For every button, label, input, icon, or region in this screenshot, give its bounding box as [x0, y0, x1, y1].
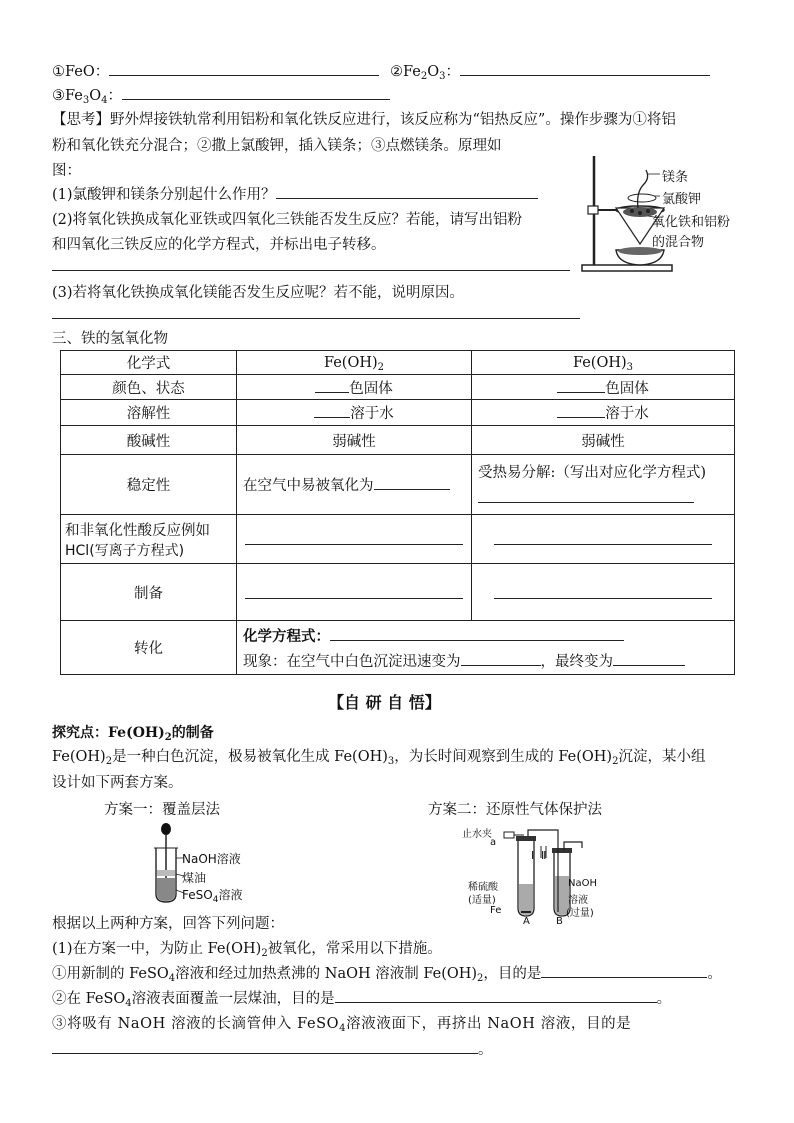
question-2a: (2)将氧化铁换成氧化亚铁或四氧化三铁能否发生反应？若能，请写出铝粉 [52, 212, 523, 228]
fig2-label-naoh: NaOH [568, 878, 597, 889]
fig2-label-h2so4: 稀硫酸 [468, 882, 498, 893]
question-2b: 和四氧化三铁反应的化学方程式，并标出电子转移。 [52, 237, 386, 253]
sol-oh2-field[interactable] [314, 403, 350, 418]
fig1-label-naoh: NaOH溶液 [182, 852, 241, 866]
fig2-label-tube-a: A [523, 916, 530, 927]
cell-stab-oh2: 在空气中易被氧化为 [237, 455, 472, 515]
cell-acid-oh2: 弱碱性 [237, 426, 472, 455]
fe2o3-label: $②Fe_2O_3$： [390, 64, 460, 82]
intro-line-2: 设计如下两套方案。 [52, 775, 183, 791]
fig-label-mixture-2: 的混合物 [652, 235, 705, 250]
feo-answer-field[interactable] [109, 61, 379, 76]
question-1: (1)氯酸钾和镁条分别起什么作用？ [52, 183, 538, 204]
fe3o4-answer-field[interactable] [122, 85, 390, 100]
fig2-label-moderate: (适量) [468, 895, 496, 906]
cell-prep-oh2 [237, 564, 472, 621]
sol-oh3-field[interactable] [557, 403, 605, 418]
prep-oh2-field[interactable] [245, 597, 463, 599]
table-row [61, 375, 735, 400]
row-label-acidity: 酸碱性 [61, 426, 237, 455]
fe2o3-line [390, 60, 710, 81]
header-fe-oh-3: $Fe(OH)_3$ [472, 351, 735, 375]
cell-color-oh3: 色固体 [472, 375, 735, 400]
table-row [61, 351, 735, 375]
row-label-prep: 制备 [61, 564, 237, 621]
plan-1-label: 方案一：覆盖层法 [104, 802, 220, 818]
cell-stab-oh3: 受热易分解:（写出对应化学方程式) [472, 455, 735, 515]
cell-acid-oh3: 弱碱性 [472, 426, 735, 455]
measure-2: ②在 FeSO$_4$溶液表面覆盖一层煤油，目的是 。 [52, 987, 671, 1008]
fe2o3-answer-field[interactable] [460, 61, 710, 76]
fig2-label-a: a [490, 837, 497, 848]
cell-color-oh2: 色固体 [237, 375, 472, 400]
fig2-label-solution: 溶液 [568, 895, 588, 906]
cell-prep-oh3 [472, 564, 735, 621]
react-oh3-field[interactable] [494, 543, 712, 545]
ask-line: 根据以上两种方案，回答下列问题： [52, 916, 284, 932]
fig2-label-i: Ⅰ [531, 849, 535, 862]
q3-answer-field[interactable] [52, 318, 580, 319]
fig2-label-excess: (过量) [566, 908, 594, 919]
fig1-label-kerosene: 煤油 [182, 871, 207, 885]
row-label-solubility: 溶解性 [61, 400, 237, 426]
think-line3: 图： [52, 163, 81, 179]
fig1-label-feso4: FeSO$_4$溶液 [182, 888, 243, 905]
think-line2: 粉和氧化铁充分混合；②撒上氯酸钾，插入镁条；③点燃镁条。原理如 [52, 138, 502, 154]
self-study-title: 【自 研 自 悟】 [328, 693, 441, 712]
measure-1-field[interactable] [541, 963, 707, 978]
iron-hydroxide-table [60, 350, 735, 675]
cell-sol-oh2: 溶于水 [237, 400, 472, 426]
fe3o4-line [52, 84, 390, 105]
q2-answer-field[interactable] [52, 270, 570, 271]
row-label-color: 颜色、状态 [61, 375, 237, 400]
intro-line-1: $Fe(OH)_2$是一种白色沉淀，极易被氧化生成 $Fe(OH)_3$，为长时间观察到生成的 $Fe(OH)_2$沉淀，某小组 [52, 749, 706, 767]
measure-3-continued: 。 [52, 1038, 493, 1059]
explore-heading: 探究点：$Fe(OH)_2$的制备 [52, 725, 214, 743]
feo-label: ①FeO： [52, 64, 110, 80]
measure-2-field[interactable] [335, 988, 657, 1003]
measure-3-field[interactable] [52, 1039, 478, 1054]
measure-3: ③将吸有 NaOH 溶液的长滴管伸入 FeSO$_4$溶液液面下，再挤出 NaOH 溶液，目的是 [52, 1016, 632, 1034]
measure-1: ①用新制的 FeSO$_4$溶液和经过加热煮沸的 NaOH 溶液制 $Fe(OH)_2$，目的是 。 [52, 962, 722, 983]
react-oh2-field[interactable] [245, 543, 463, 545]
section-3-title: 三、铁的氢氧化物 [52, 331, 168, 347]
fig-label-mixture-1: 氧化铁和铝粉 [652, 215, 731, 230]
table-row [61, 621, 735, 675]
transform-eq-field[interactable] [330, 626, 624, 641]
table-row [61, 515, 735, 564]
cell-react-oh3 [472, 515, 735, 564]
feo-line [52, 60, 379, 81]
stab-oh2-field[interactable] [374, 475, 450, 490]
color-oh3-field[interactable] [557, 378, 605, 393]
stab-oh3-field[interactable] [478, 488, 694, 503]
fig-label-kclo3: 氯酸钾 [662, 192, 702, 207]
cell-react-oh2 [237, 515, 472, 564]
plan-2-label: 方案二：还原性气体保护法 [428, 802, 602, 818]
header-fe-oh-2: $Fe(OH)_2$ [237, 351, 472, 375]
q1-answer-field[interactable] [276, 184, 538, 199]
table-row [61, 455, 735, 515]
transform-color1-field[interactable] [461, 651, 541, 666]
part-1-line: (1)在方案一中，为防止 $Fe(OH)_2$被氧化，常采用以下措施。 [52, 941, 442, 959]
transform-color2-field[interactable] [613, 651, 685, 666]
table-row [61, 400, 735, 426]
fig2-label-fe: Fe [490, 905, 502, 916]
plan-1-test-tube-figure [146, 822, 186, 904]
fig-label-mg-ribbon: 镁条 [662, 170, 689, 185]
fig2-label-tube-b: B [556, 916, 563, 927]
row-label-stability: 稳定性 [61, 455, 237, 515]
row-label-transform: 转化 [61, 621, 237, 675]
table-row [61, 426, 735, 455]
fig2-label-clamp: 止水夹 [462, 829, 492, 840]
prep-oh3-field[interactable] [494, 597, 712, 599]
think-line1: 【思考】野外焊接铁轨常利用铝粉和氧化铁反应进行，该反应称为“铝热反应”。操作步骤为①将铝 [52, 112, 676, 128]
color-oh2-field[interactable] [315, 378, 349, 393]
cell-sol-oh3: 溶于水 [472, 400, 735, 426]
row-label-acid-reaction: 和非氧化性酸反应例如 HCl(写离子方程式) [61, 515, 237, 564]
question-3: (3)若将氧化铁换成氧化镁能否发生反应呢？若不能，说明原因。 [52, 285, 465, 301]
cell-transform: 化学方程式： 现象：在空气中白色沉淀迅速变为 ，最终变为 [237, 621, 735, 675]
fe3o4-label: $③Fe_3O_4$： [52, 88, 122, 106]
header-formula: 化学式 [61, 351, 237, 375]
fig2-label-ii: Ⅱ [541, 849, 547, 862]
table-row [61, 564, 735, 621]
